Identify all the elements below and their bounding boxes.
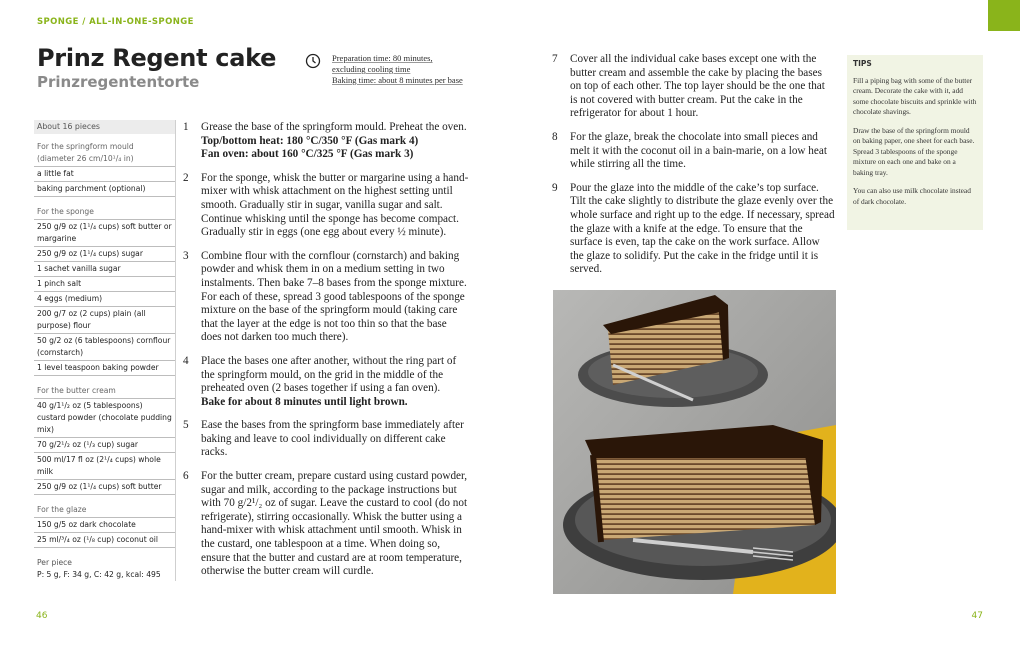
step-text: Cover all the individual cake bases except one with the butter cream and assemble the cake by placing the bases on top of each other. The top layer should be the one that is not covered with butter cream. Put the cake in the refrigerator for about 1 hour. xyxy=(570,53,825,120)
nutrition-info xyxy=(34,557,175,581)
ingredient-item: 150 g/5 oz dark chocolate xyxy=(34,518,175,533)
breadcrumb: SPONGE / ALL-IN-ONE-SPONGE xyxy=(37,17,194,27)
recipe-step xyxy=(183,121,470,162)
ingredient-item: 200 g/7 oz (2 cups) plain (all purpose) flour xyxy=(34,307,175,334)
step-text: Place the bases one after another, without the ring part of the springform mould, on the grid in the middle of the preheated oven (2 bases together if using a fan oven). xyxy=(201,354,457,395)
step-text: For the butter cream, prepare custard using custard powder, sugar and milk, according to the package instructions but with 70 g/2¹/₂ oz of sugar. Leave the custard to cool (do not refrigerate), stirring occasionally. Whisk the butter using a hand-mixer with whisk attachment until smooth. Whisk in the custard, one tablespoon at a time. When doing so, ensure that the butter and custard are at room temperature, otherwise the butter cream will curdle. xyxy=(201,470,468,578)
step-number: 4 xyxy=(183,354,189,367)
ingredient-group xyxy=(34,385,175,495)
tips-title: TIPS xyxy=(853,59,872,68)
page-title: Prinz Regent cake xyxy=(37,44,277,72)
nutrition-label: Per piece xyxy=(37,558,72,567)
tips-box xyxy=(847,55,983,230)
tips-list xyxy=(853,76,977,208)
step-emphasis: Bake for about 8 minutes until light brown. xyxy=(201,395,408,408)
recipe-step xyxy=(183,419,470,460)
recipe-step xyxy=(183,250,470,345)
ingredient-item: 1 level teaspoon baking powder xyxy=(34,361,175,376)
ingredients-list xyxy=(34,120,176,581)
cake-photo xyxy=(553,290,836,594)
step-number: 8 xyxy=(552,130,558,143)
prep-time-line1: Preparation time: 80 minutes, xyxy=(332,53,433,63)
step-emphasis: Top/bottom heat: 180 °C/350 °F (Gas mark 4) Fan oven: about 160 °C/325 °F (Gas mark 3) xyxy=(201,134,419,161)
step-number: 1 xyxy=(183,121,189,133)
page-subtitle: Prinzregententorte xyxy=(37,73,200,91)
step-text: Grease the base of the springform mould. Preheat the oven. xyxy=(201,121,467,133)
step-number: 2 xyxy=(183,171,189,184)
recipe-step xyxy=(552,182,835,277)
ingredient-item: a little fat xyxy=(34,167,175,182)
step-number: 6 xyxy=(183,470,189,483)
ingredient-group xyxy=(34,504,175,548)
ingredient-item: 500 ml/17 fl oz (2¹/₄ cups) whole milk xyxy=(34,453,175,480)
recipe-step xyxy=(183,172,470,240)
ingredient-item: 4 eggs (medium) xyxy=(34,292,175,307)
step-number: 7 xyxy=(552,53,558,65)
ingredient-item: 1 sachet vanilla sugar xyxy=(34,262,175,277)
serves-label: About 16 pieces xyxy=(34,120,175,134)
ingredient-item: 70 g/2¹/₂ oz (¹/₃ cup) sugar xyxy=(34,438,175,453)
ingredient-group-title: For the glaze xyxy=(34,504,175,518)
prep-time-line2: excluding cooling time xyxy=(332,64,411,74)
chapter-tab xyxy=(988,0,1020,31)
step-number: 5 xyxy=(183,419,189,432)
step-text: Pour the glaze into the middle of the cake’s top surface. Tilt the cake slightly to distribute the glaze evenly over the whole surface and right up to the edge. If necessary, spread the glaze with a knife at the edge. To ensure that the surface is even, tap the cake on the work surface. Allow the glaze to solidify. Put the cake in the fridge until it is served. xyxy=(570,181,835,276)
ingredient-group xyxy=(34,141,175,197)
ingredient-item: 250 g/9 oz (1¹/₄ cups) soft butter or margarine xyxy=(34,220,175,247)
ingredient-item: 40 g/1¹/₂ oz (5 tablespoons) custard powder (chocolate pudding mix) xyxy=(34,399,175,438)
ingredient-groups xyxy=(34,141,175,548)
page-number-right: 47 xyxy=(971,611,983,621)
steps-right-column xyxy=(552,53,835,287)
nutrition-values: P: 5 g, F: 34 g, C: 42 g, kcal: 495 xyxy=(37,570,161,579)
tip-item: Draw the base of the springform mould on baking paper, one sheet for each base. Spread 3 tablespoons of the sponge mixture on each one and bake on a baking tray. xyxy=(853,125,975,177)
tip-item: Fill a piping bag with some of the butter cream. Decorate the cake with it, add some chocolate biscuits and sprinkle with chocolate shavings. xyxy=(853,75,977,116)
recipe-step xyxy=(552,131,835,172)
step-text: For the glaze, break the chocolate into small pieces and melt it with the coconut oil in a bain-marie, on a low heat while stirring all the time. xyxy=(570,130,827,171)
ingredient-item: baking parchment (optional) xyxy=(34,182,175,197)
page-number-left: 46 xyxy=(36,611,48,621)
step-number: 9 xyxy=(552,181,558,194)
step-text: Combine flour with the cornflour (cornstarch) and baking powder and whisk them in on a medium setting in two instalments. Then bake 7–8 bases from the sponge mixture. For each of these, spread 3 good tablespoons of the sponge mixture on the base of the springform mould (taking care that the layer at the edge is not too thin so that the base does not darken too much there). xyxy=(201,249,467,344)
ingredient-item: 50 g/2 oz (6 tablespoons) cornflour (cornstarch) xyxy=(34,334,175,361)
ingredient-group xyxy=(34,206,175,376)
recipe-step xyxy=(552,53,835,121)
recipe-step xyxy=(183,470,470,579)
steps-left-column xyxy=(183,121,470,589)
step-number: 3 xyxy=(183,249,189,262)
baking-time: Baking time: about 8 minutes per base xyxy=(332,75,463,85)
ingredient-group-title: For the springform mould (diameter 26 cm/10¹/₄ in) xyxy=(34,141,175,167)
step-text: For the sponge, whisk the butter or margarine using a hand-mixer with whisk attachment on the highest setting until smooth. Gradually stir in sugar, vanilla sugar and salt. Continue whisking until the sponge has become compact. Gradually stir in eggs (one egg about every ½ minute). xyxy=(201,171,469,239)
step-text: Ease the bases from the springform base immediately after baking and leave to cool individually on different cake racks. xyxy=(201,419,464,459)
ingredient-group-title: For the sponge xyxy=(34,206,175,220)
ingredient-item: 250 g/9 oz (1¹/₄ cups) sugar xyxy=(34,247,175,262)
clock-icon xyxy=(305,53,321,69)
recipe-step xyxy=(183,355,470,409)
tip-item: You can also use milk chocolate instead of dark chocolate. xyxy=(853,186,971,206)
timing-info xyxy=(332,53,482,86)
ingredient-group-title: For the butter cream xyxy=(34,385,175,399)
ingredient-item: 1 pinch salt xyxy=(34,277,175,292)
ingredient-item: 25 ml/³/₄ oz (¹/₈ cup) coconut oil xyxy=(34,533,175,548)
ingredient-item: 250 g/9 oz (1¹/₄ cups) soft butter xyxy=(34,480,175,495)
